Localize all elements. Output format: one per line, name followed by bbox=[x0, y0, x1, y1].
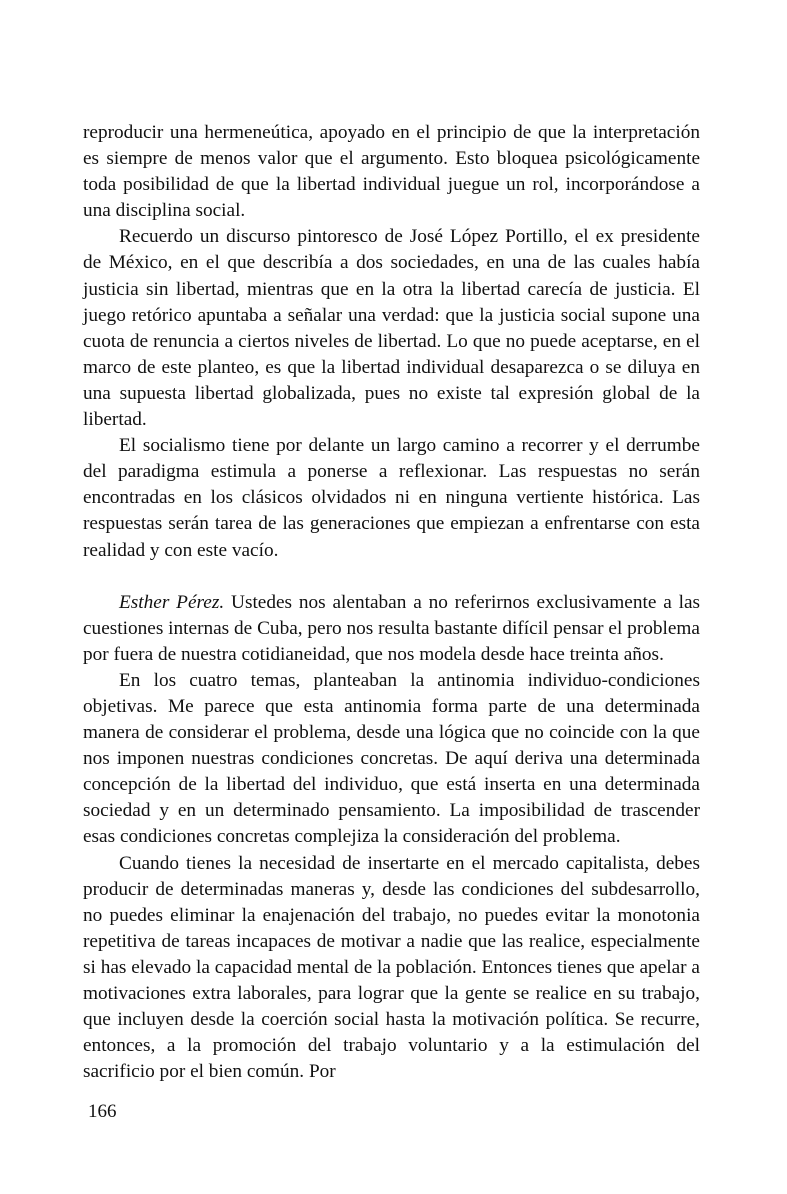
speaker-text: Ustedes nos alentaban a no referirnos exclusivamente a las cuestiones internas de Cuba, pero nos resulta bastante difícil pensar el problema por fuera de nuestra cotidianeidad, que nos modela desde hace treinta años. bbox=[83, 591, 701, 665]
paragraph-3: El socialismo tiene por delante un largo camino a recorrer y el derrumbe del paradigma estimula a ponerse a reflexionar. Las respuestas no serán encontradas en los clásicos olvidados ni en ninguna vertiente histórica. Las respuestas serán tarea de las generaciones que empiezan a enfrentarse con esta realidad y con este vacío. bbox=[83, 435, 700, 561]
speaker-name: Esther Pérez. bbox=[119, 591, 225, 613]
page-body-text bbox=[83, 120, 700, 1085]
page-number: 166 bbox=[88, 1101, 117, 1122]
paragraph-2: Recuerdo un discurso pintoresco de José López Portillo, el ex presidente de México, en el que describía a dos sociedades, en una de las cuales había justicia sin libertad, mientras que en la otra la libertad carecía de justicia. El juego retórico apuntaba a señalar una verdad: que la justicia social supone una cuota de renuncia a ciertos niveles de libertad. Lo que no puede aceptarse, en el marco de este planteo, es que la libertad individual desaparezca o se diluya en una supuesta libertad globalizada, pues no existe tal expresión global de la libertad. bbox=[83, 226, 700, 431]
paragraph-6: Cuando tienes la necesidad de insertarte en el mercado capitalista, debes producir de determinadas maneras y, desde las condiciones del subdesarrollo, no puedes eliminar la enajenación del trabajo, no puedes evitar la monotonia repetitiva de tareas incapaces de motivar a nadie que las realice, especialmente si has elevado la capacidad mental de la población. Entonces tienes que apelar a motivaciones extra laborales, para lograr que la gente se realice en su trabajo, que incluyen desde la coerción social hasta la motivación política. Se recurre, entonces, a la promoción del trabajo voluntario y a la estimulación del sacrificio por el bien común. Por bbox=[83, 852, 700, 1083]
paragraph-speaker bbox=[83, 590, 700, 668]
paragraph-5: En los cuatro temas, planteaban la antinomia individuo-condiciones objetivas. Me parece que esta antinomia forma parte de una determinada manera de considerar el problema, desde una lógica que no coincide con la que nos imponen nuestras condiciones concretas. De aquí deriva una determinada concepción de la libertad del individuo, que está inserta en una determinada sociedad y en un determinado pensamiento. La imposibilidad de trascender esas condiciones concretas complejiza la consideración del problema. bbox=[83, 669, 700, 848]
paragraph-1: reproducir una hermeneútica, apoyado en el principio de que la interpretación es siempre de menos valor que el argumento. Esto bloquea psicológicamente toda posibilidad de que la libertad individual juegue un rol, incorporándose a una disciplina social. bbox=[83, 122, 700, 222]
